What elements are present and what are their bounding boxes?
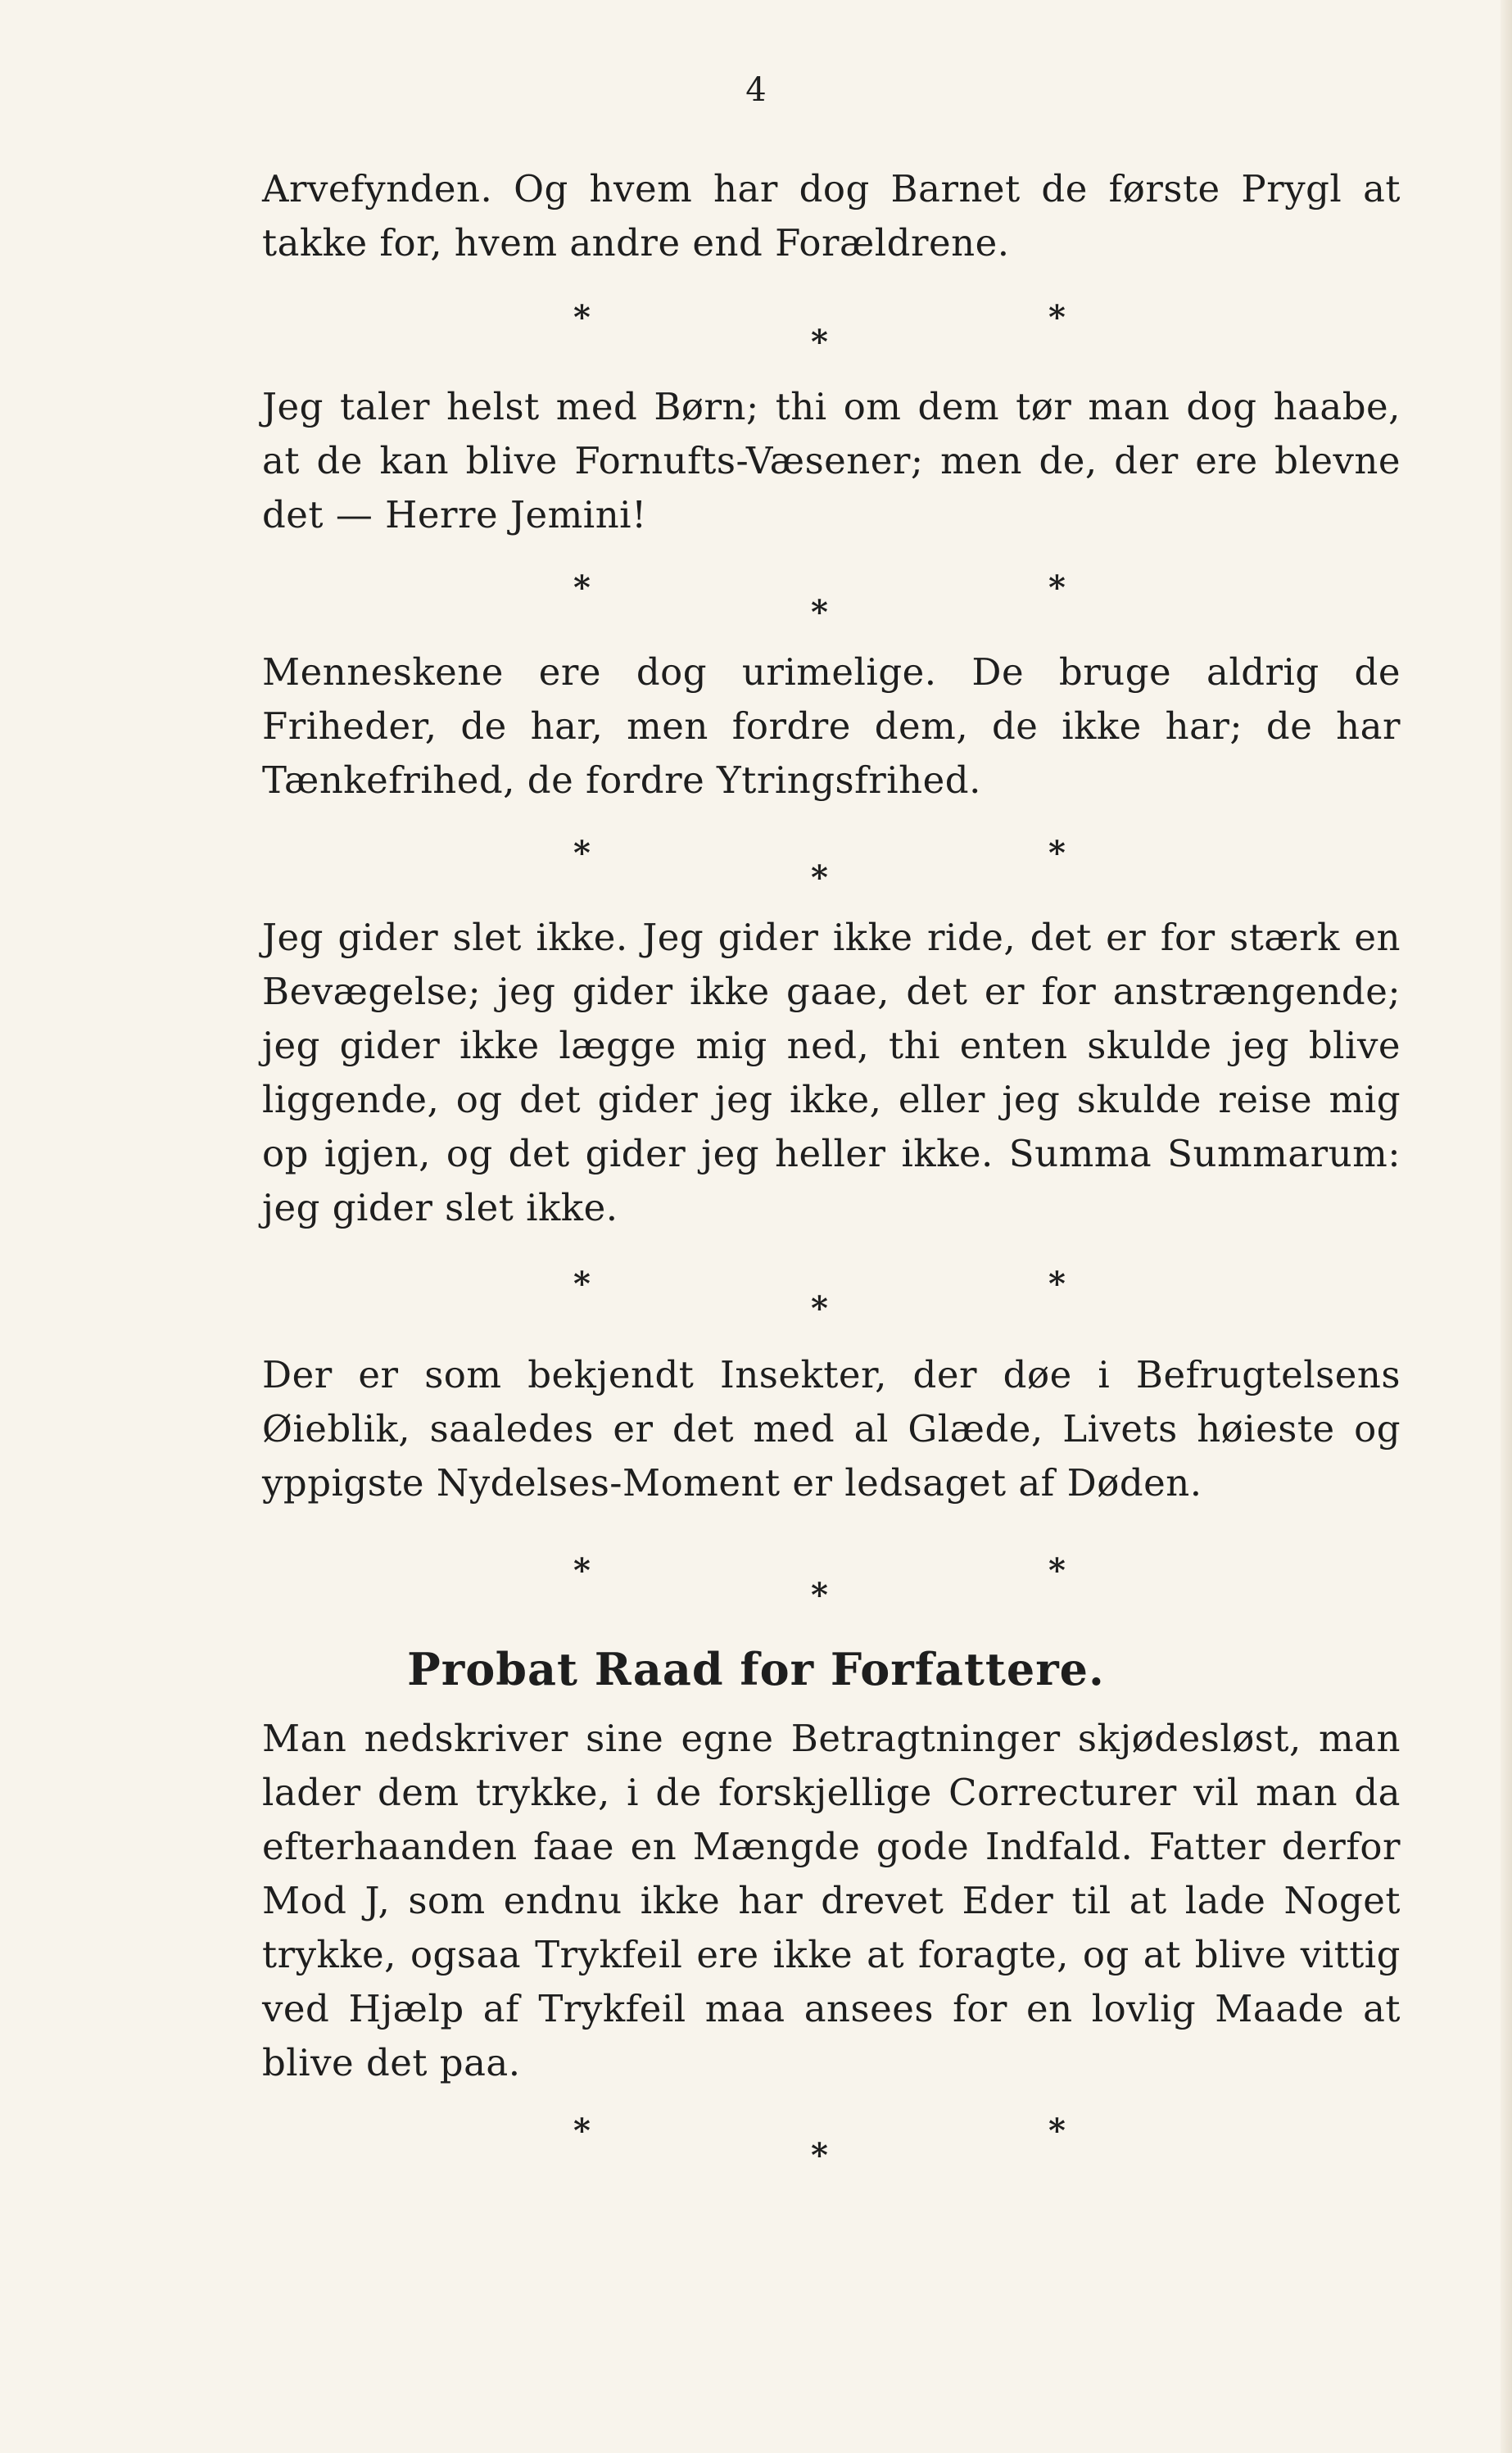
paragraph-5: Der er som bekjendt Insekter, der døe i Befrugtelsens Øieblik, saaledes er det med al Glæde, Livets høieste og yppigste Nydelses-Moment er ledsaget af Døden. [262,1353,1401,1505]
asterism-star: * [1048,1551,1066,1590]
asterism-star: * [573,298,591,337]
asterism-star: * [811,2136,828,2175]
asterism-star: * [1048,1265,1066,1303]
paragraph-2: Jeg taler helst med Børn; thi om dem tør man dog haabe, at de kan blive Fornufts-Væsener; men de, der ere blevne det — Herre Jemini! [262,385,1401,536]
asterism-star: * [1048,2111,1066,2150]
page-edge-shadow [1501,0,1512,2453]
page-number: 4 [745,71,767,109]
asterism-star: * [573,1265,591,1303]
paragraph-6: Man nedskriver sine egne Betragtninger skjødesløst, man lader dem trykke, i de forskjellige Correcturer vil man da efterhaanden faae en Mængde gode Indfald. Fatter derfor Mod J, som endnu ikke har drevet Eder til at lade Noget trykke, ogsaa Trykfeil ere ikke at foragte, og at blive vittig ved Hjælp af Trykfeil maa ansees for en lovlig Maade at blive det paa. [262,1717,1401,2084]
asterism-star: * [1048,568,1066,607]
asterism-1 [573,298,1066,367]
asterism-star: * [573,568,591,607]
asterism-3 [573,834,1066,903]
asterism-star: * [573,834,591,872]
section-heading: Probat Raad for Forfattere. [407,1643,1105,1695]
asterism-4 [573,1265,1066,1333]
asterism-star: * [811,1576,828,1614]
asterism-star: * [573,1551,591,1590]
asterism-6 [573,2111,1066,2180]
asterism-2 [573,568,1066,637]
asterism-star: * [573,2111,591,2150]
paragraph-4: Jeg gider slet ikke. Jeg gider ikke ride, det er for stærk en Bevægelse; jeg gider ikke gaae, det er for anstrængende; jeg gider ikke lægge mig ned, thi enten skulde jeg blive liggende, og det gider jeg ikke, eller jeg skulde reise mig op igjen, og det gider jeg heller ikke. Summa Summarum: jeg gider slet ikke. [262,916,1401,1229]
asterism-star: * [811,858,828,897]
asterism-star: * [811,593,828,631]
asterism-star: * [811,323,828,361]
asterism-star: * [1048,834,1066,872]
asterism-5 [573,1551,1066,1620]
asterism-star: * [811,1289,828,1328]
paragraph-1: Arvefynden. Og hvem har dog Barnet de første Prygl at takke for, hvem andre end Forældrene. [262,167,1401,265]
asterism-star: * [1048,298,1066,337]
paragraph-3: Menneskene ere dog urimelige. De bruge aldrig de Friheder, de har, men fordre dem, de ikke har; de har Tænkefrihed, de fordre Ytringsfrihed. [262,650,1401,802]
